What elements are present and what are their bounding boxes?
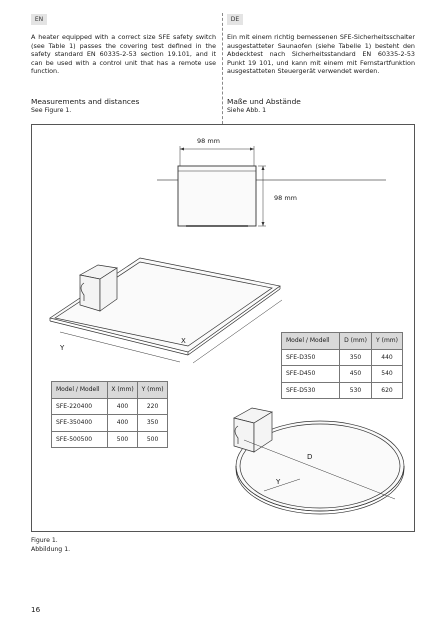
subheading-de: Siehe Abb. 1 bbox=[227, 107, 267, 114]
table-cell-x: 400 bbox=[107, 415, 137, 432]
table-rect-models bbox=[51, 381, 168, 448]
table-cell-d: 530 bbox=[340, 382, 372, 399]
table-cell-model: SFE-220400 bbox=[52, 398, 108, 415]
table-header-x: X (mm) bbox=[107, 382, 137, 399]
table-row bbox=[282, 382, 403, 399]
heading-de: Maße und Abstände bbox=[227, 97, 301, 106]
subheading-en: See Figure 1. bbox=[31, 107, 72, 114]
rect-label-x: X bbox=[181, 337, 186, 345]
table-cell-y: 350 bbox=[138, 415, 168, 432]
table-cell-y: 500 bbox=[138, 431, 168, 448]
table-round-models bbox=[281, 332, 403, 399]
table-cell-y: 540 bbox=[372, 366, 403, 383]
table-row bbox=[52, 415, 168, 432]
table-header-row bbox=[52, 382, 168, 399]
page-number: 16 bbox=[31, 605, 41, 614]
table-cell-model: SFE-350400 bbox=[52, 415, 108, 432]
figure-caption-en: Figure 1. bbox=[31, 537, 58, 544]
switch-top-view bbox=[157, 146, 386, 226]
rect-label-y: Y bbox=[60, 344, 65, 352]
dim-height-label: 98 mm bbox=[274, 194, 298, 202]
table-header-model: Model / Modell bbox=[52, 382, 108, 399]
round-label-y: Y bbox=[276, 478, 281, 486]
table-cell-model: SFE-D350 bbox=[282, 349, 340, 366]
table-row bbox=[282, 366, 403, 383]
heading-en: Measurements and distances bbox=[31, 97, 140, 106]
table-cell-x: 400 bbox=[107, 398, 137, 415]
table-header-y: Y (mm) bbox=[372, 333, 403, 350]
table-cell-d: 350 bbox=[340, 349, 372, 366]
table-cell-model: SFE-D530 bbox=[282, 382, 340, 399]
lang-tag-en: EN bbox=[31, 14, 47, 25]
table-header-d: D (mm) bbox=[340, 333, 372, 350]
table-cell-model: SFE-500500 bbox=[52, 431, 108, 448]
table-cell-y: 220 bbox=[138, 398, 168, 415]
lang-tag-de: DE bbox=[227, 14, 243, 25]
table-header-row bbox=[282, 333, 403, 350]
round-label-d: D bbox=[307, 453, 313, 461]
table-row bbox=[52, 431, 168, 448]
table-header-y: Y (mm) bbox=[138, 382, 168, 399]
table-cell-d: 450 bbox=[340, 366, 372, 383]
table-cell-y: 440 bbox=[372, 349, 403, 366]
table-row bbox=[282, 349, 403, 366]
figure-caption-de: Abbildung 1. bbox=[31, 546, 71, 553]
table-cell-model: SFE-D450 bbox=[282, 366, 340, 383]
dim-width-label: 98 mm bbox=[197, 137, 221, 145]
paragraph-de: Ein mit einem richtig bemessenen SFE-Sicherheitsschalter ausgestatteter Saunaofen (siehe Tabelle 1) besteht den Abdecktest nach Sicherheitsstandard EN 60335-2-53 Punkt 19 101, und kann mit einem mit Fernstartfunktion ausgestatteten Steuergerät verwendet werden. bbox=[227, 33, 415, 76]
table-cell-y: 620 bbox=[372, 382, 403, 399]
table-row bbox=[52, 398, 168, 415]
table-header-model: Model / Modell bbox=[282, 333, 340, 350]
table-cell-x: 500 bbox=[107, 431, 137, 448]
paragraph-en: A heater equipped with a correct size SFE safety switch (see Table 1) passes the covering test defined in the safety standard EN 60335-2-53 section 19.101, and it can be used with a control unit that has a remote use function. bbox=[31, 33, 216, 76]
